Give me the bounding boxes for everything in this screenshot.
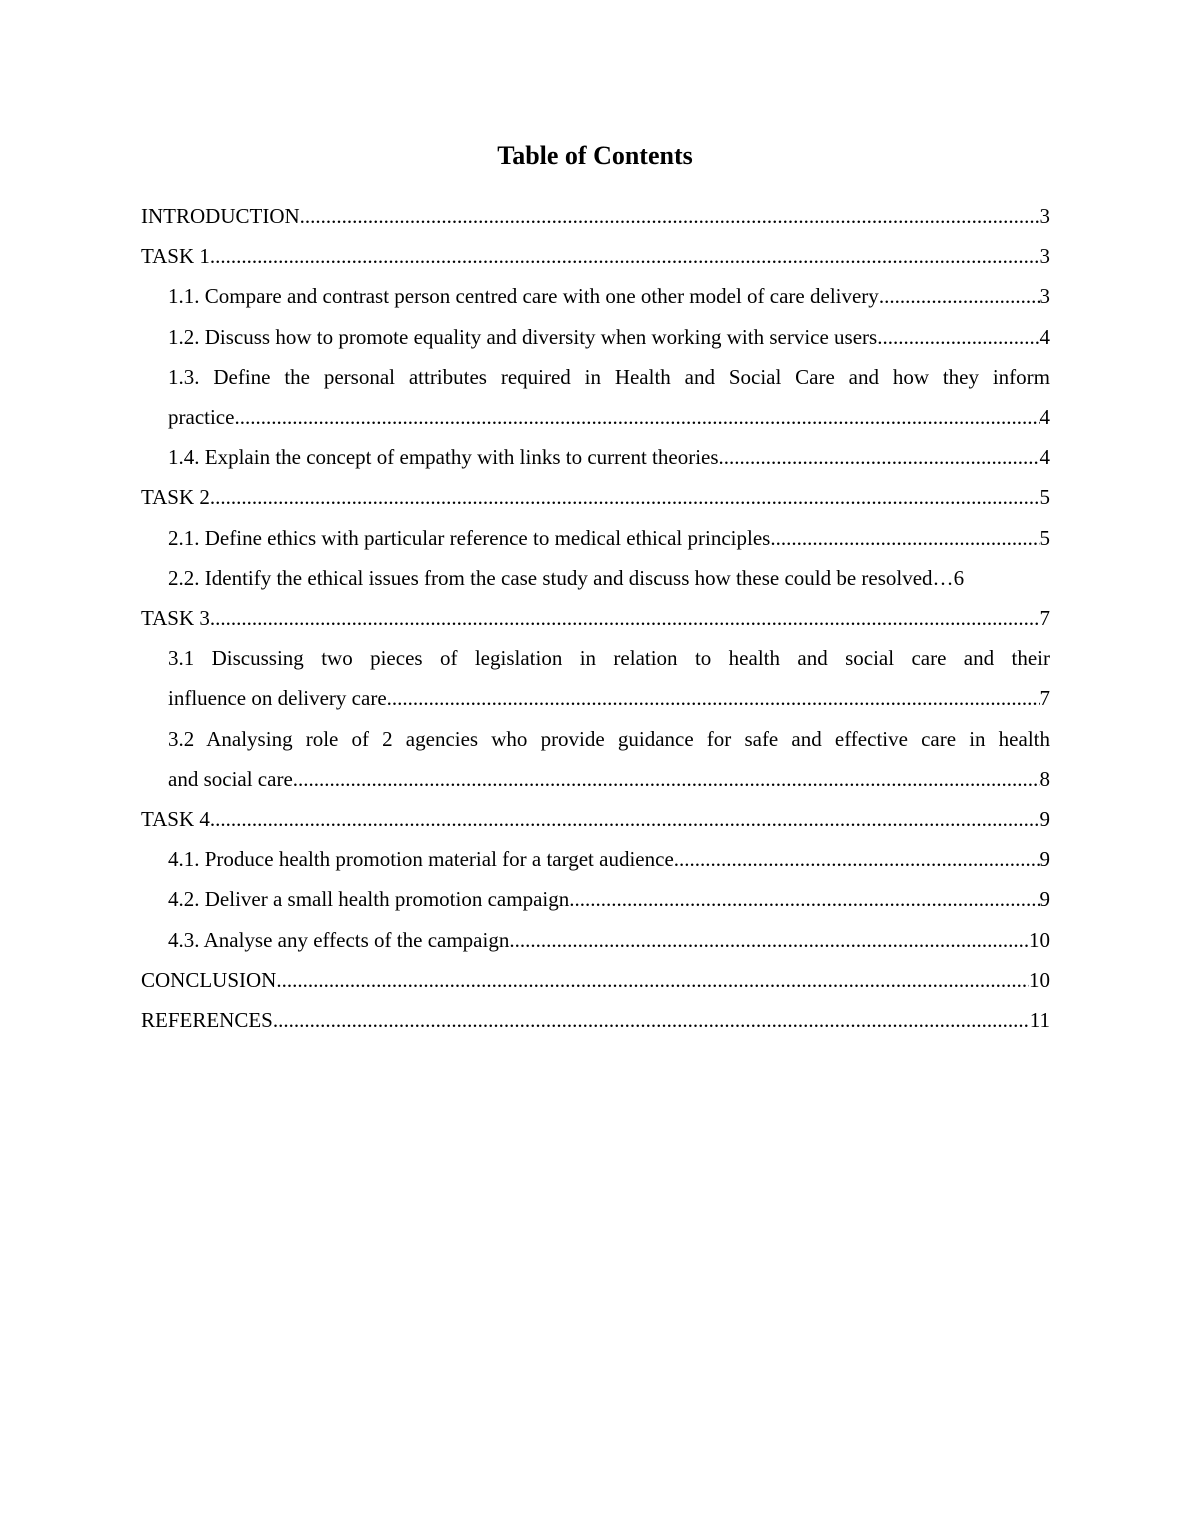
toc-page-number: 7: [1039, 606, 1050, 631]
table-of-contents: [141, 196, 1050, 1040]
toc-page-number: 6: [953, 565, 965, 590]
toc-page-number: 11: [1029, 1008, 1050, 1033]
toc-entry-label: 2.1. Define ethics with particular reference to medical ethical principles: [168, 525, 771, 550]
toc-entry-references[interactable]: [141, 1000, 1050, 1040]
toc-entry-1-2[interactable]: [141, 317, 1050, 357]
toc-entry-3-1[interactable]: [141, 638, 1050, 718]
toc-entry-label-line-1: 3.2 Analysing role of 2 agencies who provide guidance for safe and effective care in health: [168, 726, 1050, 751]
toc-leader-dots: [877, 317, 1039, 357]
toc-entry-conclusion[interactable]: [141, 960, 1050, 1000]
toc-entry-3-2[interactable]: [141, 719, 1050, 799]
toc-leader-dots: [387, 678, 1040, 718]
toc-entry-label: 1.4. Explain the concept of empathy with links to current theories: [168, 445, 719, 470]
toc-entry-label-line-2: practice: [168, 405, 235, 430]
toc-page-number: 4: [1039, 324, 1050, 349]
toc-entry-label-line-1: 3.1 Discussing two pieces of legislation in relation to health and social care and their: [168, 646, 1050, 671]
toc-entry-2-1[interactable]: [141, 518, 1050, 558]
toc-entry-4-1[interactable]: [141, 839, 1050, 879]
toc-leader-dots: [210, 477, 1040, 517]
toc-page-number: 5: [1039, 525, 1050, 550]
toc-entry-1-3[interactable]: [141, 357, 1050, 437]
toc-entry-label: 2.2. Identify the ethical issues from the case study and discuss how these could be resolved…: [168, 565, 954, 590]
toc-page-number: 7: [1039, 686, 1050, 711]
toc-leader-dots: [210, 236, 1040, 276]
toc-leader-dots: [273, 1000, 1030, 1040]
toc-leader-dots: [770, 518, 1039, 558]
toc-entry-last-line: [168, 678, 1050, 718]
toc-leader-dots: [210, 598, 1040, 638]
toc-page-number: 5: [1039, 485, 1050, 510]
toc-entry-2-2[interactable]: [141, 558, 1050, 598]
toc-entry-label: INTRODUCTION: [141, 204, 300, 228]
toc-entry-label: 4.1. Produce health promotion material for a target audience: [168, 847, 674, 872]
toc-page-number: 3: [1039, 204, 1050, 228]
toc-entry-label-line-1: 1.3. Define the personal attributes required in Health and Social Care and how they inform: [168, 364, 1050, 389]
toc-entry-4-2[interactable]: [141, 879, 1050, 919]
toc-entry-label: 1.1. Compare and contrast person centred care with one other model of care delivery: [168, 284, 879, 309]
toc-entry-1-1[interactable]: [141, 276, 1050, 316]
toc-entry-label: 4.3. Analyse any effects of the campaign: [168, 927, 510, 952]
toc-entry-1-4[interactable]: [141, 437, 1050, 477]
toc-page-number: 4: [1039, 405, 1050, 430]
toc-page-number: 8: [1039, 766, 1050, 791]
toc-entry-label: TASK 3: [141, 606, 210, 631]
toc-leader-dots: [569, 879, 1039, 919]
toc-leader-dots: [293, 759, 1040, 799]
toc-leader-dots: [300, 196, 1040, 236]
toc-entry-task-2[interactable]: [141, 477, 1050, 517]
toc-entry-label: REFERENCES: [141, 1008, 273, 1033]
toc-leader-dots: [879, 276, 1040, 316]
toc-entry-label: 4.2. Deliver a small health promotion campaign: [168, 887, 570, 912]
toc-entry-label: TASK 4: [141, 807, 210, 832]
toc-entry-label: TASK 1: [141, 244, 210, 269]
toc-page-number: 9: [1039, 807, 1050, 832]
toc-entry-task-3[interactable]: [141, 598, 1050, 638]
toc-page-number: 3: [1039, 244, 1050, 269]
toc-page-number: 3: [1039, 284, 1050, 309]
toc-entry-label-line-2: and social care: [168, 766, 293, 791]
toc-leader-dots: [719, 437, 1040, 477]
toc-leader-dots: [674, 839, 1040, 879]
toc-entry-introduction[interactable]: [141, 196, 1050, 236]
toc-leader-dots: [276, 960, 1029, 1000]
toc-entry-label: CONCLUSION: [141, 967, 277, 992]
toc-page-number: 9: [1039, 847, 1050, 872]
toc-leader-dots: [234, 397, 1039, 437]
toc-entry-last-line: [168, 759, 1050, 799]
toc-page-number: 4: [1039, 445, 1050, 470]
toc-entry-label: TASK 2: [141, 485, 210, 510]
toc-entry-last-line: [168, 397, 1050, 437]
page-title: Table of Contents: [497, 141, 693, 170]
toc-entry-label-line-2: influence on delivery care: [168, 686, 387, 711]
toc-page-number: 9: [1039, 887, 1050, 912]
toc-leader-dots: [509, 920, 1029, 960]
toc-page-number: 10: [1029, 927, 1050, 952]
toc-entry-task-4[interactable]: [141, 799, 1050, 839]
toc-entry-label: 1.2. Discuss how to promote equality and diversity when working with service users: [168, 324, 878, 349]
toc-entry-task-1[interactable]: [141, 236, 1050, 276]
toc-page-number: 10: [1029, 967, 1050, 992]
toc-leader-dots: [210, 799, 1040, 839]
toc-entry-4-3[interactable]: [141, 920, 1050, 960]
